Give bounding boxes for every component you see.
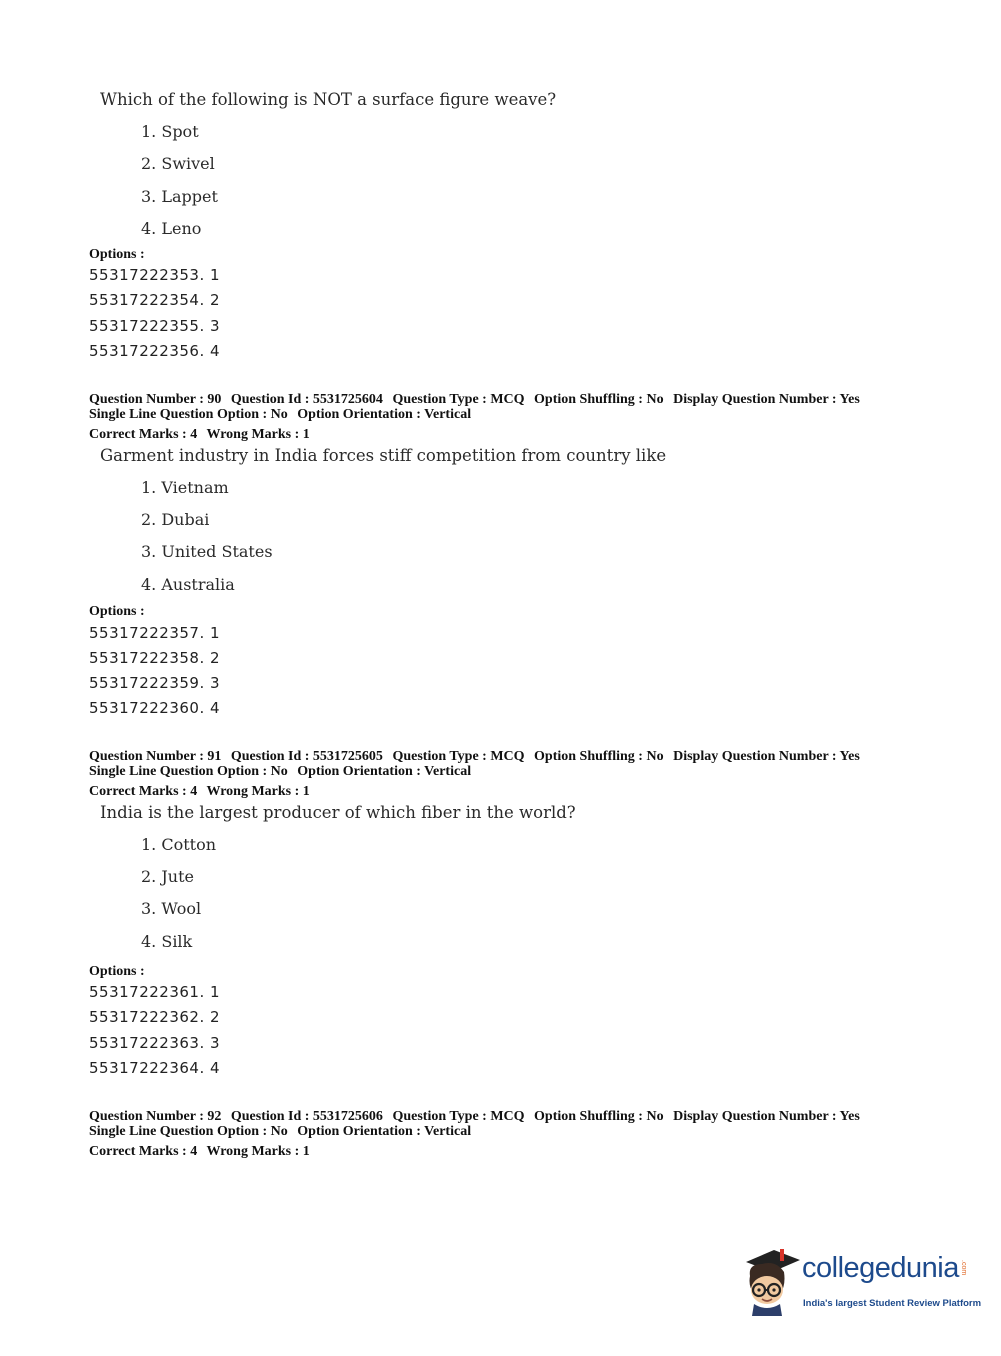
q91-option-3: 55317222363. 3 [89, 1034, 221, 1052]
q90-option-4: 55317222360. 4 [89, 699, 221, 717]
q89-choice-4: 4. Leno [141, 219, 202, 238]
q90-id: Question Id : 5531725604 [230, 392, 383, 407]
q90-type: Question Type : MCQ [392, 392, 525, 407]
q90-orientation: Option Orientation : Vertical [297, 407, 472, 422]
q91-meta-line3 [89, 784, 316, 799]
q89-question: Which of the following is NOT a surface figure weave? [100, 90, 557, 109]
q89-option-1: 55317222353. 1 [89, 266, 221, 284]
q90-shuffling: Option Shuffling : No [534, 392, 664, 407]
q89-option-3: 55317222355. 3 [89, 317, 221, 335]
q91-option-4: 55317222364. 4 [89, 1059, 221, 1077]
logo-tagline: India's largest Student Review Platform [803, 1298, 982, 1309]
q91-option-1: 55317222361. 1 [89, 983, 221, 1001]
q92-meta-line2 [89, 1124, 477, 1139]
q90-option-3: 55317222359. 3 [89, 674, 221, 692]
q91-choice-2: 2. Jute [141, 867, 194, 886]
q89-choice-2: 2. Swivel [141, 154, 215, 173]
q91-correct-marks: Correct Marks : 4 [89, 784, 198, 799]
q91-number: Question Number : 91 [89, 749, 222, 764]
q90-choice-2: 2. Dubai [141, 510, 210, 529]
q92-orientation: Option Orientation : Vertical [297, 1124, 472, 1139]
q89-option-4: 55317222356. 4 [89, 342, 221, 360]
q92-id: Question Id : 5531725606 [230, 1109, 383, 1124]
q91-options-label: Options : [89, 964, 145, 979]
q90-single-line: Single Line Question Option : No [89, 407, 288, 422]
q91-single-line: Single Line Question Option : No [89, 764, 288, 779]
logo-wordmark: collegedunia [802, 1252, 959, 1284]
q92-meta-line1 [89, 1109, 866, 1124]
q91-shuffling: Option Shuffling : No [534, 749, 664, 764]
q91-choice-1: 1. Cotton [141, 835, 217, 854]
q89-choice-1: 1. Spot [141, 122, 199, 141]
logo-domain-suffix: .com [960, 1260, 967, 1276]
q91-choice-4: 4. Silk [141, 932, 193, 951]
q91-orientation: Option Orientation : Vertical [297, 764, 472, 779]
mascot-graduate-icon [740, 1246, 802, 1322]
q92-correct-marks: Correct Marks : 4 [89, 1144, 198, 1159]
collegedunia-logo [740, 1246, 980, 1322]
q90-meta-line2 [89, 407, 477, 422]
q90-option-2: 55317222358. 2 [89, 649, 221, 667]
q92-meta-line3 [89, 1144, 316, 1159]
q90-choice-4: 4. Australia [141, 575, 235, 594]
q90-choice-3: 3. United States [141, 542, 273, 561]
q92-type: Question Type : MCQ [392, 1109, 525, 1124]
q91-meta-line2 [89, 764, 477, 779]
q91-choice-3: 3. Wool [141, 899, 202, 918]
q90-number: Question Number : 90 [89, 392, 222, 407]
q92-shuffling: Option Shuffling : No [534, 1109, 664, 1124]
q92-single-line: Single Line Question Option : No [89, 1124, 288, 1139]
q90-meta-line3 [89, 427, 316, 442]
q90-question: Garment industry in India forces stiff competition from country like [100, 446, 667, 465]
q90-display-number: Display Question Number : Yes [673, 392, 860, 407]
q91-display-number: Display Question Number : Yes [673, 749, 860, 764]
q91-id: Question Id : 5531725605 [230, 749, 383, 764]
q90-wrong-marks: Wrong Marks : 1 [206, 427, 310, 442]
q91-type: Question Type : MCQ [392, 749, 525, 764]
q92-display-number: Display Question Number : Yes [673, 1109, 860, 1124]
q91-question: India is the largest producer of which fiber in the world? [100, 803, 576, 822]
q90-meta-line1 [89, 392, 866, 407]
q91-option-2: 55317222362. 2 [89, 1008, 221, 1026]
q90-choice-1: 1. Vietnam [141, 478, 229, 497]
q89-choice-3: 3. Lappet [141, 187, 218, 206]
q91-wrong-marks: Wrong Marks : 1 [206, 784, 310, 799]
q89-option-2: 55317222354. 2 [89, 291, 221, 309]
q90-options-label: Options : [89, 604, 145, 619]
q91-meta-line1 [89, 749, 866, 764]
q90-correct-marks: Correct Marks : 4 [89, 427, 198, 442]
q92-wrong-marks: Wrong Marks : 1 [206, 1144, 310, 1159]
q90-option-1: 55317222357. 1 [89, 624, 221, 642]
q89-options-label: Options : [89, 247, 145, 262]
q92-number: Question Number : 92 [89, 1109, 222, 1124]
